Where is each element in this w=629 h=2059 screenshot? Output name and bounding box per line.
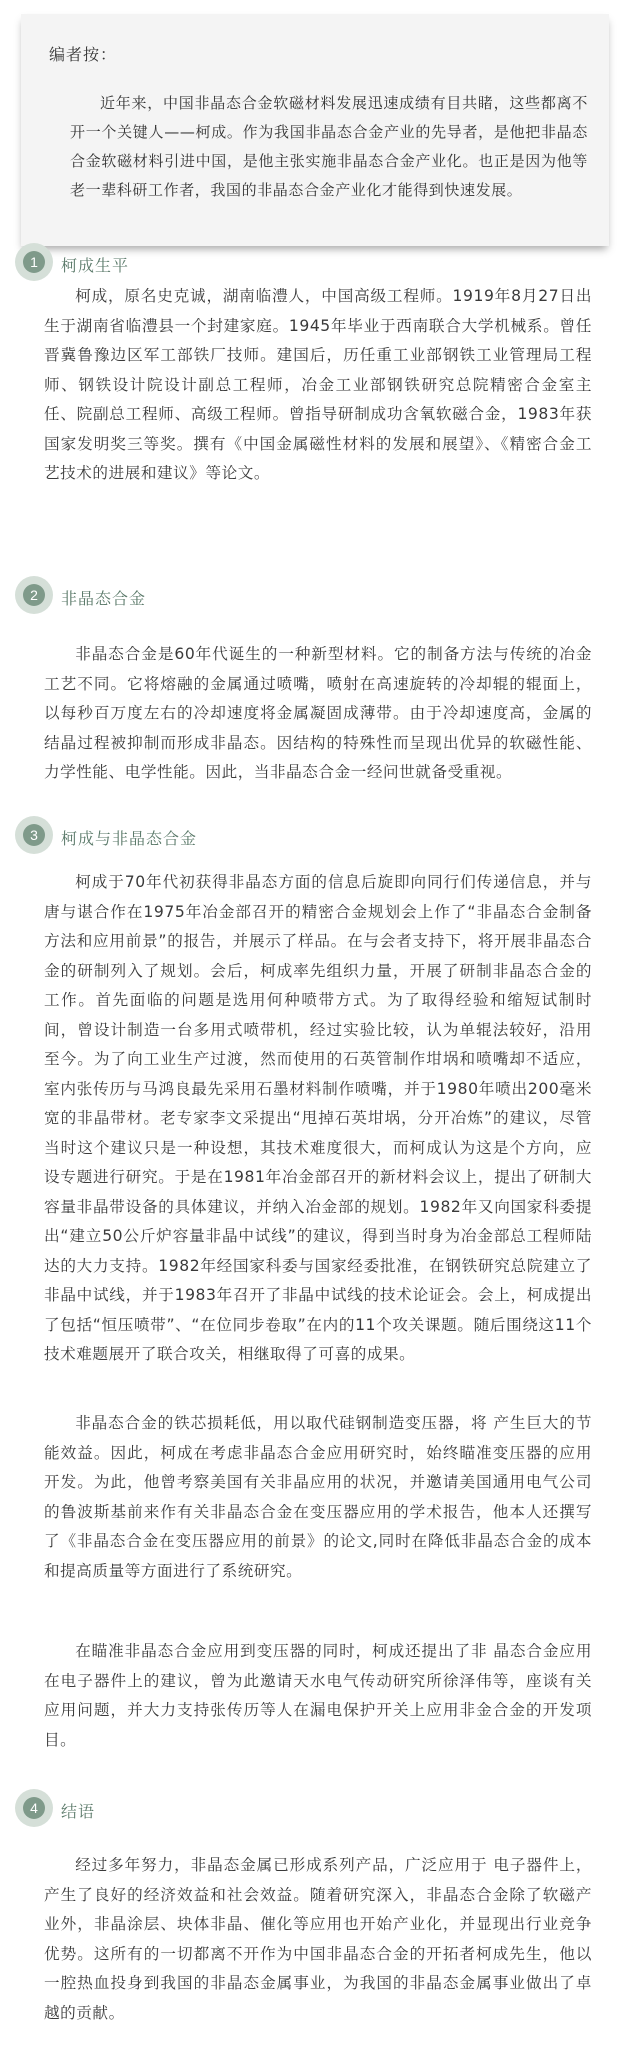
paragraph: 非晶态合金是60年代诞生的一种新型材料。它的制备方法与传统的冶金工艺不同。它将熔融的金属通过喷嘴，喷射在高速旋转的冷却辊的辊面上，以每秒百万度左右的冷却速度将金属凝固成薄带。由于冷却速度高，金属的结晶过程被抑制而形成非晶态。因结构的特殊性而呈现出优异的软磁性能、力学性能、电学性能。因此，当非晶态合金一经问世就备受重视。 (44, 645, 592, 781)
paragraph: 非晶态合金的铁芯损耗低，用以取代硅钢制造变压器，将 产生巨大的节能效益。因此，柯成在考虑非晶态合金应用研究时，始终瞄准变压器的应用开发。为此，他曾考察美国有关非晶应用的状况，并邀请美国通用电气公司的鲁波斯基前来作有关非晶态合金在变压器应用的学术报告，他本人还撰写了《非晶态合金在变压器应用的前景》的论文,同时在降低非晶态合金的成本和提高质量等方面进行了系统研究。 (44, 1414, 592, 1580)
section-title: 非晶态合金 (61, 589, 147, 608)
paragraph: 经过多年努力，非晶态金属已形成系列产品，广泛应用于 电子器件上，产生了良好的经济效益和社会效益。随着研究深入，非晶态合金除了软磁产业外，非晶涂层、块体非晶、催化等应用也开始产业化，并显现出行业竞争优势。这所有的一切都离不开作为中国非晶态合金的开拓者柯成先生，他以一腔热血投身到我国的非晶态金属事业，为我国的非晶态金属事业做出了卓越的贡献。 (44, 1856, 592, 2022)
section-number-badge (15, 243, 53, 281)
section-number-badge (15, 576, 53, 614)
editor-note-text: 近年来，中国非晶态合金软磁材料发展迅速成绩有目共睹，这些都离不开一个关键人——柯成。作为我国非晶态合金产业的先导者，是他把非晶态合金软磁材料引进中国，是他主张实施非晶态合金产业化。也正是因为他等老一辈科研工作者，我国的非晶态合金产业化才能得到快速发展。 (70, 94, 588, 199)
section-number: 2 (23, 584, 45, 606)
paragraph: 柯成，原名史克诚，湖南临澧人，中国高级工程师。1919年8月27日出生于湖南省临澧县一个封建家庭。1945年毕业于西南联合大学机械系。曾任晋冀鲁豫边区军工部铁厂技师。建国后，历任重工业部钢铁工业管理局工程师、钢铁设计院设计副总工程师，冶金工业部钢铁研究总院精密合金室主任、院副总工程师、高级工程师。曾指导研制成功含氧软磁合金，1983年获国家发明奖三等奖。撰有《中国金属磁性材料的发展和展望》、《精密合金工艺技术的进展和建议》等论文。 (44, 287, 592, 482)
section-heading-biography (15, 243, 215, 283)
editor-note-label: 编者按： (49, 45, 118, 64)
section-heading-amorphous-alloy (15, 576, 215, 616)
section-number: 4 (23, 1797, 45, 1819)
section-number: 1 (23, 251, 45, 273)
section-title: 柯成生平 (61, 256, 130, 275)
paragraph: 柯成于70年代初获得非晶态方面的信息后旋即向同行们传递信息，并与唐与谌合作在1975年冶金部召开的精密合金规划会上作了“非晶态合金制备方法和应用前景”的报告，并展示了样品。在与会者支持下，将开展非晶态合金的研制列入了规划。会后，柯成率先组织力量，开展了研制非晶态合金的工作。首先面临的问题是选用何种喷带方式。为了取得经验和缩短试制时间，曾设计制造一台多用式喷带机，经过实验比较，认为单辊法较好，沿用至今。为了向工业生产过渡，然而使用的石英管制作坩埚和喷嘴却不适应，室内张传历与马鸿良最先采用石墨材料制作喷嘴，并于1980年喷出200毫米宽的非晶带材。老专家李文采提出“甩掉石英坩埚，分开冶炼”的建议，尽管当时这个建议只是一种设想，其技术难度很大，而柯成认为这是个方向，应设专题进行研究。于是在1981年冶金部召开的新材料会议上，提出了研制大容量非晶带设备的具体建议，并纳入冶金部的规划。1982年又向国家科委提出“建立50公斤炉容量非晶中试线”的建议，得到当时身为冶金部总工程师陆达的大力支持。1982年经国家科委与国家经委批准，在钢铁研究总院建立了非晶中试线，并于1983年召开了非晶中试线的技术论证会。会上，柯成提出了包括“恒压喷带”、“在位同步卷取”在内的11个攻关课题。随后围绕这11个技术难题展开了联合攻关，相继取得了可喜的成果。 (44, 873, 592, 1363)
section-heading-kecheng-and-amorphous-alloy (15, 816, 215, 856)
section-title: 结语 (61, 1802, 96, 1821)
section-number-badge (15, 1789, 53, 1827)
editor-note-card (21, 14, 609, 246)
section-number: 3 (23, 824, 45, 846)
section-heading-conclusion (15, 1789, 215, 1829)
paragraph: 在瞄准非晶态合金应用到变压器的同时，柯成还提出了非 晶态合金应用在电子器件上的建议，曾为此邀请天水电气传动研究所徐泽伟等，座谈有关应用问题，并大力支持张传历等人在漏电保护开关上应用非金合金的开发项目。 (44, 1642, 592, 1749)
section-title: 柯成与非晶态合金 (61, 829, 198, 848)
section-number-badge (15, 816, 53, 854)
